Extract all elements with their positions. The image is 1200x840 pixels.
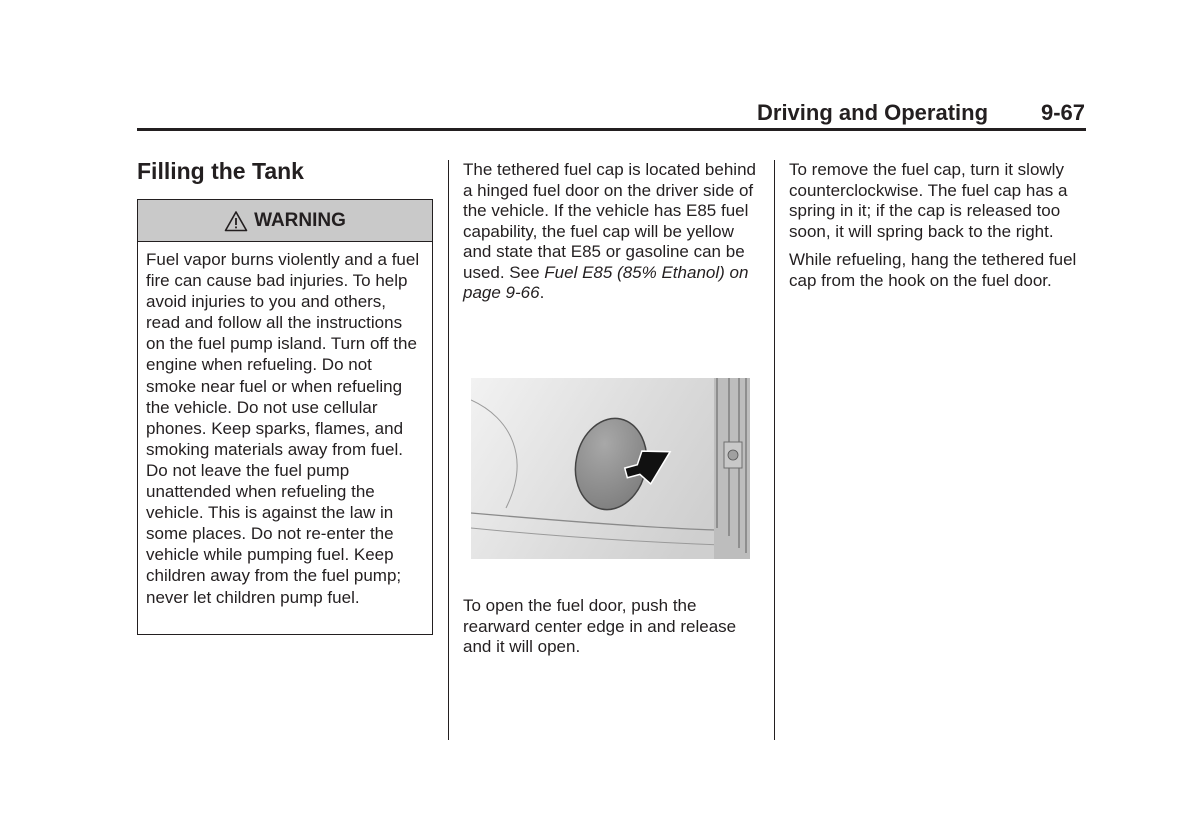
open-fuel-door-paragraph: To open the fuel door, push the rearward center edge in and release and it will open.	[463, 596, 737, 656]
column-3	[789, 160, 1089, 299]
warning-header	[138, 200, 432, 242]
warning-triangle-icon	[224, 210, 248, 232]
column-2-lower	[463, 596, 763, 666]
page-number: 9-67	[1041, 100, 1086, 125]
remove-fuel-cap-paragraph: To remove the fuel cap, turn it slowly counterclockwise. The fuel cap has a spring in it; if the cap is released too soon, it will spring back to the right.	[789, 160, 1068, 241]
section-title: Filling the Tank	[137, 158, 304, 184]
page-header-section: Driving and Operating	[757, 100, 989, 125]
column-2	[463, 160, 763, 312]
fuel-door-illustration	[471, 378, 750, 559]
warning-box	[137, 199, 433, 635]
hang-fuel-cap-paragraph: While refueling, hang the tethered fuel cap from the hook on the fuel door.	[789, 250, 1077, 290]
cross-reference-link[interactable]: Fuel E85 (85% Ethanol) on page 9-66	[463, 262, 749, 302]
warning-text: Fuel vapor burns violently and a fuel fire can cause bad injuries. To help avoid injuries to you and others, read and follow all the instructions on the fuel pump island. Turn off the engine when refueling. Do not smoke near fuel or when refueling the vehicle. Do not use cellular phones. Keep sparks, flames, and smoking materials away from fuel. Do not leave the fuel pump unattended when refueling the vehicle. This is against the law in some places. Do not re-enter the vehicle while pumping fuel. Keep children away from the fuel pump; never let children pump fuel.	[146, 250, 420, 607]
fuel-cap-location-paragraph: The tethered fuel cap is located behind a hinged fuel door on the driver side of the vehicle. If the vehicle has E85 fuel capability, the fuel cap will be yellow and state that E85 or gasoline can be used. See Fuel E85 (85% Ethanol) on page 9-66.	[463, 160, 756, 302]
warning-label: WARNING	[254, 209, 346, 231]
header-rule	[137, 128, 1086, 131]
column-divider-2	[774, 160, 775, 740]
column-divider-1	[448, 160, 449, 740]
